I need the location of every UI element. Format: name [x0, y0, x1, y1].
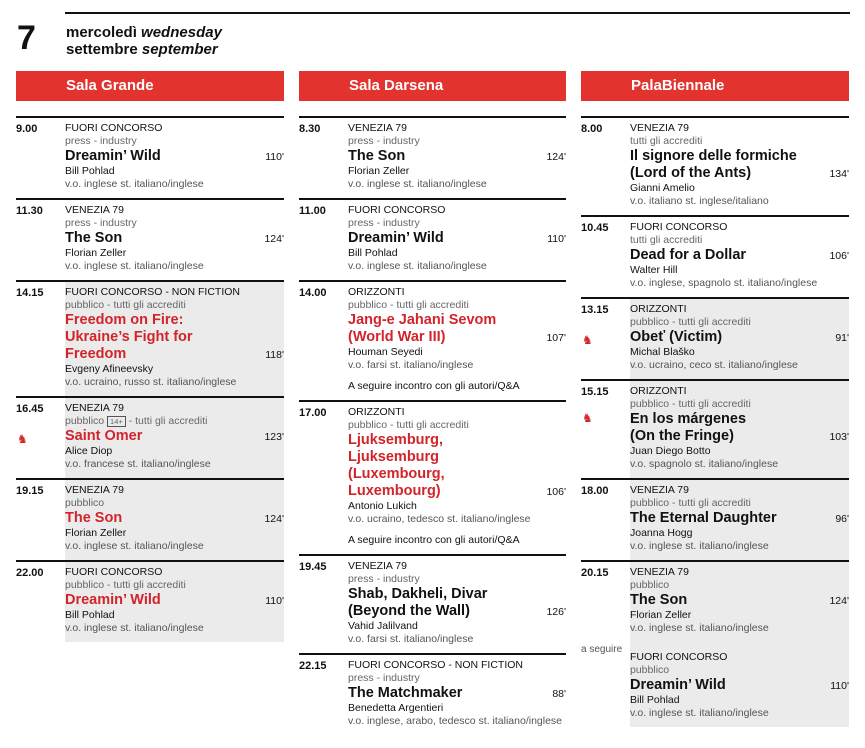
screening-time: 11.30 [16, 205, 43, 217]
schedule-slot [16, 560, 284, 642]
weekday-en: wednesday [141, 24, 222, 41]
program-section: VENEZIA 79 [630, 484, 689, 496]
film-title-block [65, 230, 284, 247]
audience-line: pubblico - tutti gli accrediti [65, 299, 186, 311]
program-section: VENEZIA 79 [348, 122, 407, 134]
audience-line: pubblico - tutti gli accrediti [348, 419, 469, 431]
duration: 88' [552, 688, 566, 700]
director: Florian Zeller [65, 247, 127, 259]
film-title-block [630, 148, 849, 182]
screening-details [65, 118, 284, 198]
program-section: FUORI CONCORSO [348, 204, 446, 216]
film-title: The Son [65, 230, 123, 246]
duration: 124' [264, 233, 284, 245]
film-title-block [630, 510, 849, 527]
language-info: v.o. spagnolo st. italiano/inglese [630, 458, 779, 470]
duration: 110' [830, 680, 849, 692]
film-title-block [348, 230, 566, 247]
program-section: ORIZZONTI [630, 385, 687, 397]
screening-time: 16.45 [16, 403, 44, 415]
director: Bill Pohlad [65, 609, 115, 621]
program-section: ORIZZONTI [630, 303, 687, 315]
duration: 123' [264, 431, 284, 443]
duration: 124' [829, 595, 849, 607]
screening-details [348, 282, 566, 400]
language-info: v.o. inglese st. italiano/inglese [65, 178, 204, 190]
film-title-block [630, 677, 849, 694]
screening-time: 19.45 [299, 561, 327, 573]
screening-time: 20.15 [581, 567, 609, 579]
screening-time: 9.00 [16, 123, 38, 135]
month-en: september [141, 41, 218, 58]
venue-header-palabiennale: PalaBiennale [581, 71, 849, 101]
audience-line: tutti gli accrediti [630, 135, 703, 147]
audience-line: press - industry [348, 672, 420, 684]
program-section: FUORI CONCORSO [630, 651, 728, 663]
film-title: En los márgenes [630, 411, 747, 427]
program-section: VENEZIA 79 [65, 204, 124, 216]
duration: 110' [265, 151, 284, 163]
schedule-slot [299, 554, 566, 653]
program-section: VENEZIA 79 [348, 560, 407, 572]
director: Juan Diego Botto [630, 445, 711, 457]
weekday-it: mercoledì [66, 24, 137, 41]
audience-line: press - industry [65, 217, 137, 229]
film-title-block [630, 592, 849, 609]
schedule-slot [16, 280, 284, 396]
audience-line: pubblico [65, 497, 105, 509]
screening-time: 22.15 [299, 660, 327, 672]
language-info: v.o. inglese st. italiano/inglese [630, 540, 769, 552]
director: Houman Seyedi [348, 346, 423, 358]
screening-details [348, 655, 566, 735]
film-title-block [348, 148, 566, 165]
schedule-slot [581, 478, 849, 560]
audience-line: press - industry [348, 217, 420, 229]
audience-line [65, 415, 284, 428]
film-title: Dreamin’ Wild [65, 148, 161, 164]
film-title: Dreamin’ Wild [65, 592, 161, 608]
audience-line: pubblico - tutti gli accrediti [630, 316, 751, 328]
screening-details [348, 402, 566, 554]
duration: 110' [265, 595, 284, 607]
language-info: v.o. farsi st. italiano/inglese [348, 633, 474, 645]
language-info: v.o. inglese st. italiano/inglese [65, 260, 204, 272]
director: Walter Hill [630, 264, 678, 276]
audience-line: pubblico - tutti gli accrediti [348, 299, 469, 311]
schedule-slot [16, 478, 284, 560]
screening-time: 11.00 [299, 205, 326, 217]
month-it: settembre [66, 41, 138, 58]
film-title-block [348, 432, 566, 500]
language-info: v.o. inglese, arabo, tedesco st. italiano/inglese [348, 715, 563, 727]
film-title-block [630, 247, 849, 264]
director: Benedetta Argentieri [348, 702, 444, 714]
column-palabiennale [581, 116, 849, 727]
schedule-slot [299, 653, 566, 735]
screening-details [65, 282, 284, 396]
program-section: FUORI CONCORSO [65, 566, 163, 578]
language-info: v.o. inglese st. italiano/inglese [348, 178, 487, 190]
language-info: v.o. francese st. italiano/inglese [65, 458, 211, 470]
director: Joanna Hogg [630, 527, 693, 539]
film-title: The Son [348, 148, 406, 164]
screening-details [630, 480, 849, 560]
screening-time: 14.15 [16, 287, 44, 299]
qa-note: A seguire incontro con gli autori/Q&A [348, 534, 520, 546]
director: Alice Diop [65, 445, 113, 457]
director: Bill Pohlad [65, 165, 115, 177]
director: Florian Zeller [348, 165, 410, 177]
film-title: (Lord of the Ants) [630, 165, 752, 181]
column-sala-darsena [299, 116, 566, 735]
program-section: FUORI CONCORSO [630, 221, 728, 233]
program-section: VENEZIA 79 [630, 566, 689, 578]
language-info: v.o. inglese st. italiano/inglese [630, 707, 769, 719]
film-title: Freedom on Fire: [65, 312, 184, 328]
day-number: 7 [17, 19, 36, 57]
schedule-slot [581, 297, 849, 379]
duration: 106' [546, 486, 566, 498]
venue-header-sala-darsena: Sala Darsena [299, 71, 566, 101]
language-info: v.o. farsi st. italiano/inglese [348, 359, 474, 371]
schedule-slot [581, 215, 849, 297]
follow-label: a seguire [581, 644, 623, 655]
screening-details [65, 398, 284, 478]
following-screening [581, 644, 849, 720]
duration: 96' [835, 513, 849, 525]
program-section: ORIZZONTI [348, 406, 405, 418]
audience-pre: pubblico [65, 415, 105, 427]
duration: 134' [829, 168, 849, 180]
film-title: (On the Fringe) [630, 428, 734, 444]
schedule-slot [16, 198, 284, 280]
director: Michal Blaško [630, 346, 695, 358]
header-rule [65, 12, 850, 14]
director: Florian Zeller [65, 527, 127, 539]
audience-line: pubblico - tutti gli accrediti [65, 579, 186, 591]
director: Vahid Jalilvand [348, 620, 418, 632]
program-section: VENEZIA 79 [630, 122, 689, 134]
screening-details [348, 200, 566, 280]
schedule-slot [299, 116, 566, 198]
film-title: The Son [65, 510, 123, 526]
film-title: The Eternal Daughter [630, 510, 777, 526]
director: Antonio Lukich [348, 500, 417, 512]
film-title: (World War III) [348, 329, 446, 345]
screening-details [630, 118, 849, 215]
age-rating-badge: 14+ [107, 416, 126, 427]
film-title: Ljuksemburg, Ljuksemburg [348, 432, 444, 465]
screening-time: 14.00 [299, 287, 327, 299]
audience-line: pubblico - tutti gli accrediti [630, 398, 751, 410]
schedule-slot [299, 400, 566, 554]
language-info: v.o. italiano st. inglese/italiano [630, 195, 769, 207]
audience-line: pubblico [630, 664, 670, 676]
film-title: Dreamin’ Wild [348, 230, 444, 246]
film-title: Shab, Dakheli, Divar [348, 586, 488, 602]
film-title: The Matchmaker [348, 685, 463, 701]
film-title: Dreamin’ Wild [630, 677, 726, 693]
program-section: VENEZIA 79 [65, 402, 124, 414]
film-title-block [65, 148, 284, 165]
screening-time: 17.00 [299, 407, 327, 419]
audience-line: press - industry [348, 573, 420, 585]
column-sala-grande [16, 116, 284, 642]
language-info: v.o. inglese st. italiano/inglese [630, 622, 769, 634]
film-title: (Luxembourg, Luxembourg) [348, 466, 445, 499]
screening-details [348, 118, 566, 198]
screening-time: 8.00 [581, 123, 603, 135]
schedule-slot [16, 116, 284, 198]
film-title-block [65, 312, 284, 363]
screening-time: 22.00 [16, 567, 44, 579]
film-title: Ukraine’s Fight for Freedom [65, 329, 193, 362]
duration: 91' [835, 332, 849, 344]
film-title-block [65, 592, 284, 609]
screening-details [65, 480, 284, 560]
venice-lion-icon: ♞ [582, 333, 593, 347]
schedule-slot [299, 280, 566, 400]
duration: 106' [829, 250, 849, 262]
screening-time: 19.15 [16, 485, 44, 497]
language-info: v.o. inglese, spagnolo st. italiano/inglese [630, 277, 818, 289]
screening-details [348, 556, 566, 653]
venue-header-sala-grande: Sala Grande [16, 71, 284, 101]
screening-time: 18.00 [581, 485, 609, 497]
director: Bill Pohlad [348, 247, 398, 259]
audience-line: pubblico [630, 579, 670, 591]
venice-lion-icon: ♞ [17, 432, 28, 446]
audience-line: press - industry [348, 135, 420, 147]
schedule-slot [581, 116, 849, 215]
language-info: v.o. ucraino, russo st. italiano/inglese [65, 376, 237, 388]
film-title: Jang-e Jahani Sevom [348, 312, 497, 328]
language-info: v.o. ucraino, tedesco st. italiano/inglese [348, 513, 531, 525]
film-title: Obeť (Victim) [630, 329, 723, 345]
program-section: ORIZZONTI [348, 286, 405, 298]
duration: 126' [546, 606, 566, 618]
schedule-slot [16, 396, 284, 478]
duration: 118' [265, 349, 284, 361]
film-title-block [65, 510, 284, 527]
duration: 110' [547, 233, 566, 245]
duration: 107' [546, 332, 566, 344]
screening-details [630, 381, 849, 478]
schedule-slot [299, 198, 566, 280]
program-section: FUORI CONCORSO - NON FICTION [65, 286, 240, 298]
film-title: (Beyond the Wall) [348, 603, 470, 619]
film-title-block [348, 586, 566, 620]
film-title: The Son [630, 592, 688, 608]
film-title-block [348, 312, 566, 346]
director: Gianni Amelio [630, 182, 695, 194]
day-label [66, 24, 222, 58]
audience-line: tutti gli accrediti [630, 234, 703, 246]
screening-time: 8.30 [299, 123, 321, 135]
program-section: FUORI CONCORSO - NON FICTION [348, 659, 523, 671]
screening-details [65, 200, 284, 280]
film-title-block [348, 685, 566, 702]
film-title-block [630, 329, 849, 346]
screening-time: 13.15 [581, 304, 609, 316]
film-title: Dead for a Dollar [630, 247, 747, 263]
duration: 103' [829, 431, 849, 443]
duration: 124' [546, 151, 566, 163]
film-title-block [630, 411, 849, 445]
schedule-slot [581, 560, 849, 727]
screening-details [65, 562, 284, 642]
screening-time: 15.15 [581, 386, 609, 398]
director: Bill Pohlad [630, 694, 680, 706]
film-title-block [65, 428, 284, 445]
language-info: v.o. ucraino, ceco st. italiano/inglese [630, 359, 798, 371]
schedule-slot [581, 379, 849, 478]
duration: 124' [264, 513, 284, 525]
program-section: VENEZIA 79 [65, 484, 124, 496]
film-title: Saint Omer [65, 428, 143, 444]
qa-note: A seguire incontro con gli autori/Q&A [348, 380, 520, 392]
audience-post: - tutti gli accrediti [128, 415, 208, 427]
program-section: FUORI CONCORSO [65, 122, 163, 134]
film-title: Il signore delle formiche [630, 148, 797, 164]
screening-details [630, 299, 849, 379]
audience-line: press - industry [65, 135, 137, 147]
director: Florian Zeller [630, 609, 692, 621]
language-info: v.o. inglese st. italiano/inglese [65, 622, 204, 634]
language-info: v.o. inglese st. italiano/inglese [65, 540, 204, 552]
audience-line: pubblico - tutti gli accrediti [630, 497, 751, 509]
language-info: v.o. inglese st. italiano/inglese [348, 260, 487, 272]
screening-time: 10.45 [581, 222, 609, 234]
director: Evgeny Afineevsky [65, 363, 154, 375]
screening-details [630, 217, 849, 297]
venice-lion-icon: ♞ [582, 411, 593, 425]
